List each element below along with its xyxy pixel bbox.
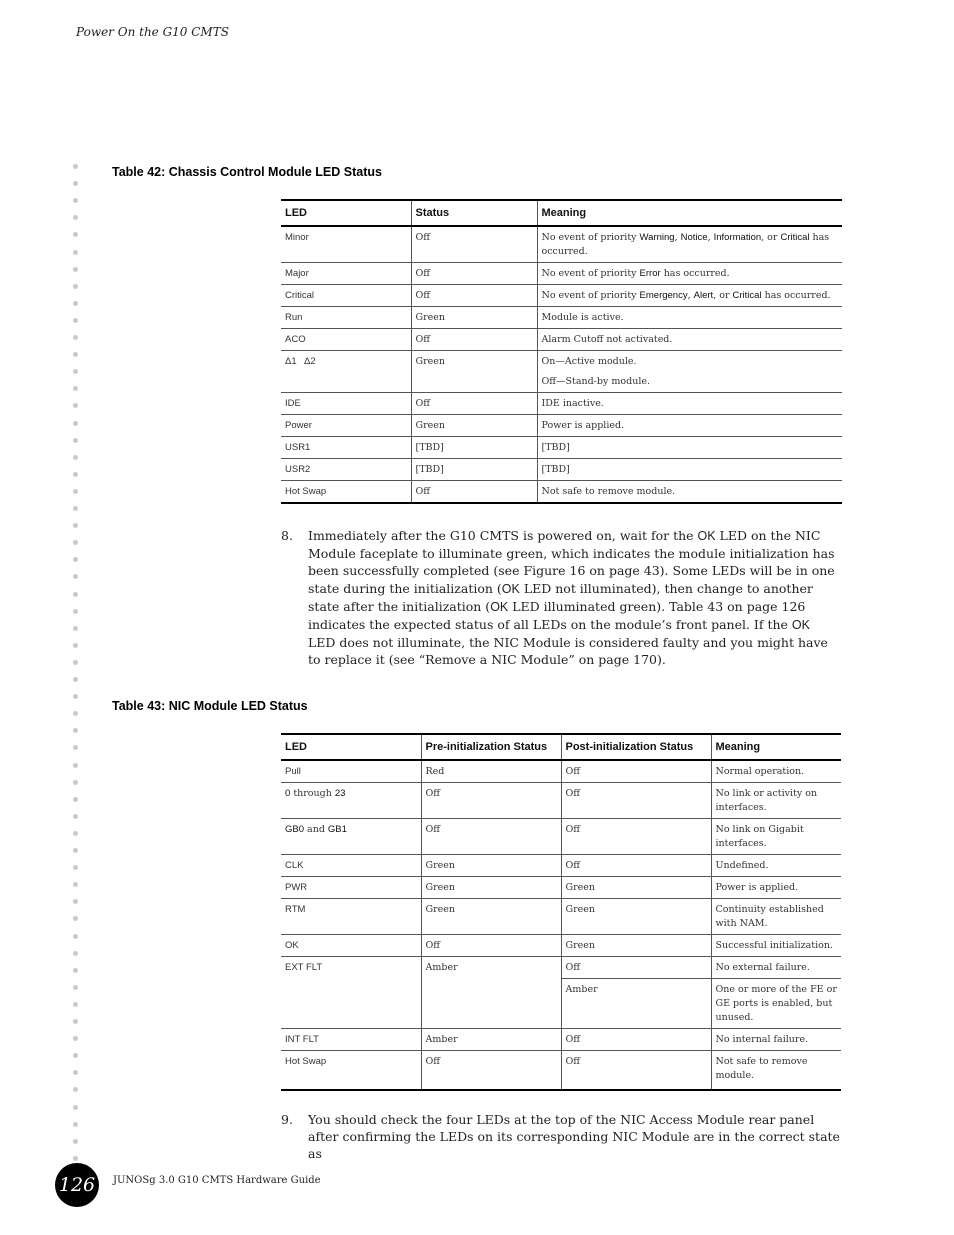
post-status-cell: Green (561, 877, 711, 899)
page-number-badge: 126 (55, 1163, 99, 1207)
margin-dot (73, 951, 78, 956)
meaning-cell (537, 351, 842, 393)
meaning-cell (537, 226, 842, 263)
priority-keyword: Alert (693, 290, 714, 301)
margin-dot (73, 352, 78, 357)
status-cell: Green (411, 307, 537, 329)
step-text-run: LED not illuminated), then change to another state after the initialization ( (308, 580, 813, 614)
status-cell: Off (411, 285, 537, 307)
margin-dot (73, 232, 78, 237)
meaning-cell: Power is applied. (711, 877, 841, 899)
meaning-text: , (674, 232, 681, 243)
margin-dot (73, 181, 78, 186)
led-cell: INT FLT (281, 1029, 421, 1051)
meaning-text: has occurred. (660, 268, 730, 279)
margin-dot (73, 831, 78, 836)
pre-status-cell: Off (421, 819, 561, 855)
margin-dot (73, 694, 78, 699)
procedure-step-9 (281, 1111, 841, 1163)
meaning-text: , or (713, 290, 733, 301)
margin-dot (73, 318, 78, 323)
step-text-run: Immediately after the G10 CMTS is powered on, wait for the (308, 528, 698, 543)
margin-dot (73, 386, 78, 391)
led-cell: IDE (281, 393, 411, 415)
footer-book-title: JUNOSg 3.0 G10 CMTS Hardware Guide (113, 1175, 321, 1186)
meaning-cell: Module is active. (537, 307, 842, 329)
table-header-row (281, 200, 842, 226)
table-row (281, 783, 841, 819)
meaning-cell: [TBD] (537, 459, 842, 481)
table-row (281, 855, 841, 877)
post-status-cell: Off (561, 783, 711, 819)
margin-dot (73, 814, 78, 819)
column-header-status: Status (411, 200, 537, 226)
margin-dot (73, 438, 78, 443)
step-number: 8. (281, 528, 293, 543)
led-cell: USR1 (281, 437, 411, 459)
margin-dot (73, 455, 78, 460)
margin-dot (73, 1139, 78, 1144)
table-43 (281, 733, 841, 1091)
table-row (281, 1051, 841, 1091)
meaning-text: Off—Stand-by module. (541, 376, 651, 387)
margin-dot (73, 643, 78, 648)
table-42 (281, 199, 842, 504)
post-status-cell: Off (561, 855, 711, 877)
margin-dot (73, 899, 78, 904)
meaning-cell (537, 263, 842, 285)
procedure-step-8 (281, 527, 841, 669)
status-cell: Off (411, 226, 537, 263)
led-cell: Minor (281, 226, 411, 263)
margin-dot (73, 934, 78, 939)
margin-dot (73, 728, 78, 733)
table-row (281, 393, 842, 415)
led-connector: through (290, 788, 335, 799)
led-label: 23 (334, 788, 346, 799)
priority-keyword: Critical (780, 232, 810, 243)
margin-dot (73, 626, 78, 631)
post-status-cell: Off (561, 1029, 711, 1051)
priority-keyword: Error (639, 268, 661, 279)
status-cell: Green (411, 415, 537, 437)
margin-dot (73, 1019, 78, 1024)
step-text (308, 527, 841, 669)
margin-dot (73, 882, 78, 887)
led-cell: Δ1 Δ2 (281, 351, 411, 393)
table-row (281, 481, 842, 504)
led-cell (281, 819, 421, 855)
step-text-run: LED on the NIC Module faceplate to illuminate green, which indicates the module initialization has been successfully completed (see Figure 16 on page 43). Some LEDs will be in one state during the initialization ( (308, 528, 835, 596)
table-row (281, 437, 842, 459)
margin-dot (73, 540, 78, 545)
meaning-cell: Undefined. (711, 855, 841, 877)
status-cell: [TBD] (411, 459, 537, 481)
led-cell: RTM (281, 899, 421, 935)
meaning-cell: No link or activity on interfaces. (711, 783, 841, 819)
margin-dot (73, 677, 78, 682)
led-cell: Critical (281, 285, 411, 307)
table-header-row (281, 734, 841, 760)
meaning-text: , (707, 232, 714, 243)
column-header-meaning: Meaning (537, 200, 842, 226)
table-row (281, 760, 841, 783)
led-cell: CLK (281, 855, 421, 877)
margin-dot (73, 1036, 78, 1041)
post-status-cell: Off (561, 760, 711, 783)
margin-dot (73, 968, 78, 973)
margin-dot (73, 506, 78, 511)
margin-dot (73, 335, 78, 340)
led-cell: Power (281, 415, 411, 437)
post-status-cell: Off (561, 819, 711, 855)
margin-dot (73, 1105, 78, 1110)
margin-dot (73, 660, 78, 665)
margin-dot (73, 489, 78, 494)
margin-dot (73, 1156, 78, 1161)
priority-keyword: Critical (732, 290, 762, 301)
table-row (281, 877, 841, 899)
margin-dot (73, 164, 78, 169)
table-row (281, 957, 841, 979)
pre-status-cell: Amber (421, 957, 561, 1029)
meaning-cell: No link on Gigabit interfaces. (711, 819, 841, 855)
pre-status-cell: Red (421, 760, 561, 783)
ok-led-keyword: OK (490, 599, 509, 614)
step-number: 9. (281, 1112, 293, 1127)
led-cell: OK (281, 935, 421, 957)
led-connector: and (304, 824, 328, 835)
meaning-text: has occurred. (541, 232, 830, 257)
margin-dot (73, 1070, 78, 1075)
pre-status-cell: Green (421, 899, 561, 935)
meaning-text: On—Active module. (541, 356, 637, 367)
margin-dot (73, 1122, 78, 1127)
meaning-text: has occurred. (761, 290, 831, 301)
margin-dot (73, 523, 78, 528)
column-header-meaning: Meaning (711, 734, 841, 760)
status-cell: Off (411, 263, 537, 285)
column-header-led: LED (281, 734, 421, 760)
meaning-text: No event of priority (541, 268, 640, 279)
meaning-cell: Not safe to remove module. (711, 1051, 841, 1091)
margin-dot (73, 215, 78, 220)
margin-dot (73, 711, 78, 716)
margin-dot (73, 1053, 78, 1058)
led-cell: Hot Swap (281, 1051, 421, 1091)
meaning-text: No event of priority (541, 290, 640, 301)
led-label: GB0 (285, 824, 305, 835)
led-cell: Hot Swap (281, 481, 411, 504)
meaning-cell: Power is applied. (537, 415, 842, 437)
margin-dot (73, 369, 78, 374)
priority-keyword: Notice (680, 232, 708, 243)
meaning-cell: No external failure. (711, 957, 841, 979)
table-row (281, 351, 842, 393)
margin-dot (73, 284, 78, 289)
margin-dot (73, 985, 78, 990)
led-cell: Pull (281, 760, 421, 783)
led-cell: ACO (281, 329, 411, 351)
ok-led-keyword: OK (791, 618, 810, 633)
margin-dot (73, 916, 78, 921)
meaning-cell: Successful initialization. (711, 935, 841, 957)
priority-keyword: Emergency (639, 290, 688, 301)
margin-dot (73, 403, 78, 408)
meaning-cell: Normal operation. (711, 760, 841, 783)
meaning-text: , or (761, 232, 781, 243)
margin-dot (73, 763, 78, 768)
priority-keyword: Warning (639, 232, 675, 243)
table-row (281, 226, 842, 263)
pre-status-cell: Off (421, 935, 561, 957)
led-label: GB1 (327, 824, 347, 835)
table-row (281, 263, 842, 285)
table-row (281, 935, 841, 957)
meaning-text: , (687, 290, 694, 301)
margin-dot (73, 557, 78, 562)
margin-dot (73, 592, 78, 597)
pre-status-cell: Green (421, 855, 561, 877)
margin-dot (73, 301, 78, 306)
led-cell: USR2 (281, 459, 411, 481)
meaning-cell: Alarm Cutoff not activated. (537, 329, 842, 351)
table-row (281, 307, 842, 329)
led-cell: Run (281, 307, 411, 329)
meaning-cell: One or more of the FE or GE ports is enabled, but unused. (711, 979, 841, 1029)
post-status-cell: Off (561, 957, 711, 979)
table-row (281, 285, 842, 307)
margin-dot (73, 865, 78, 870)
table-row (281, 329, 842, 351)
margin-dot (73, 1087, 78, 1092)
post-status-cell: Green (561, 935, 711, 957)
post-status-cell: Green (561, 899, 711, 935)
led-label: 0 (285, 788, 291, 799)
led-cell: Major (281, 263, 411, 285)
column-header-pre-init: Pre-initialization Status (421, 734, 561, 760)
table-row (281, 819, 841, 855)
margin-dot (73, 198, 78, 203)
meaning-cell: No internal failure. (711, 1029, 841, 1051)
meaning-cell: IDE inactive. (537, 393, 842, 415)
margin-dot (73, 797, 78, 802)
column-header-post-init: Post-initialization Status (561, 734, 711, 760)
margin-dot (73, 267, 78, 272)
margin-dot (73, 574, 78, 579)
pre-status-cell: Green (421, 877, 561, 899)
margin-dot (73, 780, 78, 785)
ok-led-keyword: OK (501, 581, 520, 596)
margin-dot (73, 472, 78, 477)
step-text-run: LED does not illuminate, the NIC Module is considered faulty and you might have to replace it (see “Remove a NIC Module” on page 170). (308, 635, 828, 668)
table-row (281, 459, 842, 481)
meaning-cell: Continuity established with NAM. (711, 899, 841, 935)
table-row (281, 899, 841, 935)
priority-keyword: Information (713, 232, 762, 243)
margin-dot (73, 421, 78, 426)
pre-status-cell: Off (421, 1051, 561, 1091)
column-header-led: LED (281, 200, 411, 226)
status-cell: [TBD] (411, 437, 537, 459)
led-cell: PWR (281, 877, 421, 899)
status-cell: Off (411, 481, 537, 504)
margin-dot (73, 609, 78, 614)
table-row (281, 1029, 841, 1051)
status-cell: Green (411, 351, 537, 393)
status-cell: Off (411, 329, 537, 351)
step-text: You should check the four LEDs at the top of the NIC Access Module rear panel after confirming the LEDs on its corresponding NIC Module are in the correct state as (308, 1112, 840, 1162)
margin-dot (73, 848, 78, 853)
ok-led-keyword: OK (697, 529, 716, 543)
running-header: Power On the G10 CMTS (76, 25, 229, 39)
table-43-caption: Table 43: NIC Module LED Status (112, 699, 308, 713)
led-cell: EXT FLT (281, 957, 421, 1029)
margin-dot (73, 745, 78, 750)
pre-status-cell: Off (421, 783, 561, 819)
step-text-run: LED illuminated green). Table 43 on page 126 indicates the expected status of all LEDs on the module’s front panel. If the (308, 598, 806, 633)
post-status-cell: Amber (561, 979, 711, 1029)
meaning-cell: Not safe to remove module. (537, 481, 842, 504)
led-cell (281, 783, 421, 819)
meaning-cell: [TBD] (537, 437, 842, 459)
margin-dot (73, 250, 78, 255)
pre-status-cell: Amber (421, 1029, 561, 1051)
meaning-text: No event of priority (541, 232, 640, 243)
table-42-caption: Table 42: Chassis Control Module LED Status (112, 165, 382, 179)
table-row (281, 415, 842, 437)
meaning-cell (537, 285, 842, 307)
margin-dot (73, 1002, 78, 1007)
status-cell: Off (411, 393, 537, 415)
post-status-cell: Off (561, 1051, 711, 1091)
